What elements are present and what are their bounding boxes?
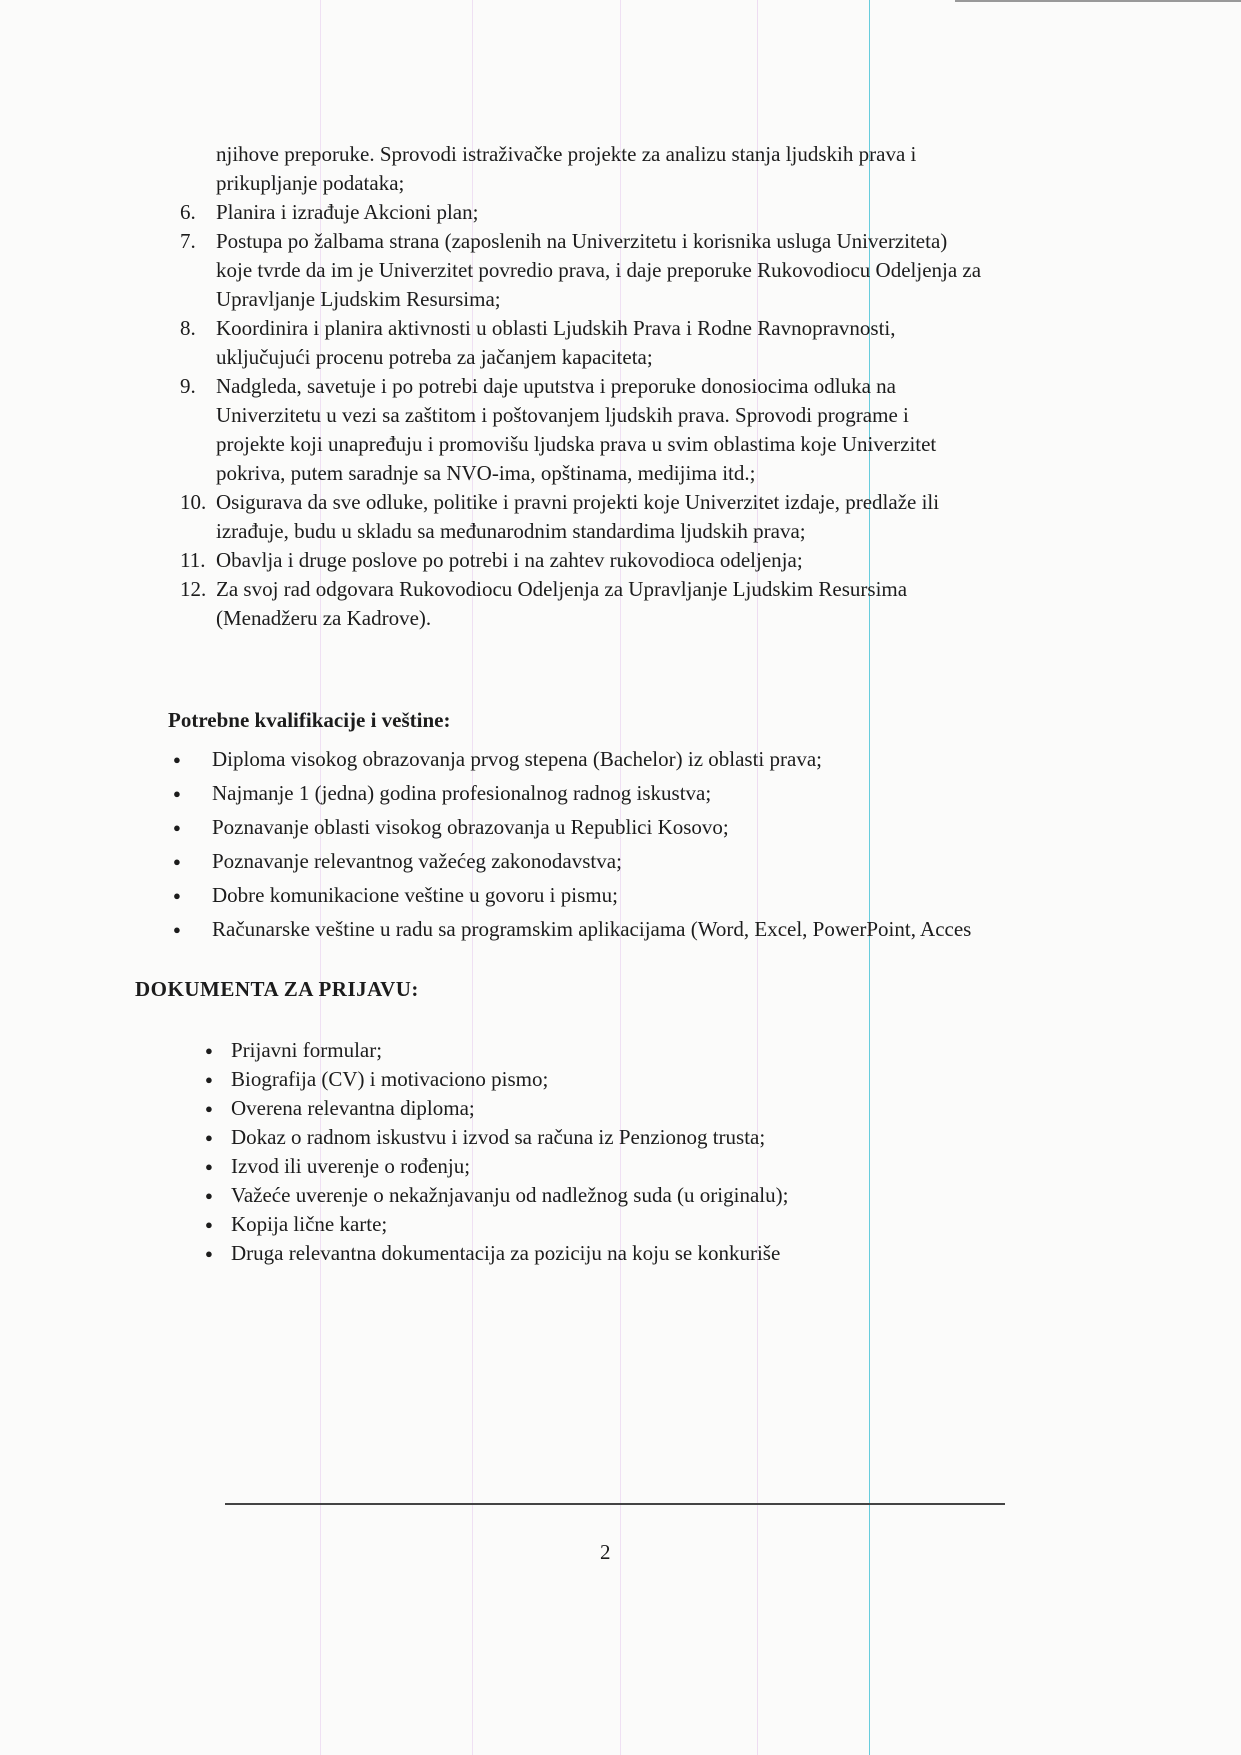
list-item: 7. Postupa po žalbama strana (zaposlenih na Univerzitetu i korisnika usluga Univerziteta) koje tvrde da im je Univerzitet povredio prava, i daje preporuke Rukovodiocu Odeljenja za Upravljanje Ljudskim Resursima;: [180, 227, 1110, 314]
list-item: 8. Koordinira i planira aktivnosti u oblasti Ljudskih Prava i Rodne Ravnopravnosti, uključujući procenu potreba za jačanjem kapaciteta;: [180, 314, 1110, 372]
bullet-icon: ●: [173, 922, 181, 937]
bullet-icon: ●: [205, 1159, 213, 1174]
list-item: ● Izvod ili uverenje o rođenju;: [205, 1152, 788, 1181]
list-item: ● Računarske veštine u radu sa programskim aplikacijama (Word, Excel, PowerPoint, Acces: [170, 912, 971, 946]
documents-list: [205, 1036, 788, 1268]
item-number: 11.: [180, 548, 206, 572]
list-item: njihove preporuke. Sprovodi istraživačke projekte za analizu stanja ljudskih prava i prikupljanje podataka;: [216, 142, 917, 195]
list-item: 10. Osigurava da sve odluke, politike i pravni projekti koje Univerzitet izdaje, predlaže ili izrađuje, budu u skladu sa međunarodnim standardima ljudskih prava;: [180, 488, 1110, 546]
item-number: 8.: [180, 316, 196, 340]
list-item: ● Biografija (CV) i motivaciono pismo;: [205, 1065, 788, 1094]
item-number: 10.: [180, 490, 207, 514]
list-item: 9. Nadgleda, savetuje i po potrebi daje uputstva i preporuke donosiocima odluka na Univerzitetu u vezi sa zaštitom i poštovanjem ljudskih prava. Sprovodi programe i projekte koji unapređuju i promovišu ljudska prava u svim oblastima koje Univerzitet pokriva, putem saradnje sa NVO-ima, opštinama, medijima itd.;: [180, 372, 1110, 488]
qualifications-heading: Potrebne kvalifikacije i veštine:: [168, 708, 451, 732]
bullet-icon: ●: [173, 854, 181, 869]
list-item: ● Prijavni formular;: [205, 1036, 788, 1065]
qualifications-list: [170, 742, 971, 946]
bullet-icon: ●: [173, 820, 181, 835]
list-item: ● Najmanje 1 (jedna) godina profesionalnog radnog iskustva;: [170, 776, 971, 810]
list-item: 12. Za svoj rad odgovara Rukovodiocu Odeljenja za Upravljanje Ljudskim Resursima (Menadžeru za Kadrove).: [180, 575, 1110, 633]
list-item: ● Druga relevantna dokumentacija za poziciju na koju se konkuriše: [205, 1239, 788, 1268]
bullet-icon: ●: [173, 888, 181, 903]
bullet-icon: ●: [205, 1043, 213, 1058]
list-item: ● Dokaz o radnom iskustvu i izvod sa računa iz Penzionog trusta;: [205, 1123, 788, 1152]
documents-heading: DOKUMENTA ZA PRIJAVU:: [135, 977, 419, 1001]
bullet-icon: ●: [173, 786, 181, 801]
list-item: 11. Obavlja i druge poslove po potrebi i na zahtev rukovodioca odeljenja;: [180, 546, 1110, 575]
item-number: 12.: [180, 577, 207, 601]
list-item: ● Važeće uverenje o nekažnjavanju od nadležnog suda (u originalu);: [205, 1181, 788, 1210]
bullet-icon: ●: [205, 1130, 213, 1145]
bullet-icon: ●: [205, 1072, 213, 1087]
duties-list: [180, 140, 1110, 633]
list-item: ● Poznavanje relevantnog važećeg zakonodavstva;: [170, 844, 971, 878]
bullet-icon: ●: [205, 1246, 213, 1261]
page-number: 2: [600, 1540, 611, 1564]
top-rule: [955, 0, 1241, 2]
bullet-icon: ●: [205, 1101, 213, 1116]
item-number: 6.: [180, 200, 196, 224]
list-item: ● Kopija lične karte;: [205, 1210, 788, 1239]
list-item: 6. Planira i izrađuje Akcioni plan;: [180, 198, 1110, 227]
list-item: ● Diploma visokog obrazovanja prvog stepena (Bachelor) iz oblasti prava;: [170, 742, 971, 776]
footer-rule: [225, 1503, 1005, 1505]
item-number: 9.: [180, 374, 196, 398]
list-item: ● Poznavanje oblasti visokog obrazovanja u Republici Kosovo;: [170, 810, 971, 844]
bullet-icon: ●: [205, 1188, 213, 1203]
bullet-icon: ●: [173, 752, 181, 767]
list-item: ● Dobre komunikacione veštine u govoru i pismu;: [170, 878, 971, 912]
bullet-icon: ●: [205, 1217, 213, 1232]
list-item: ● Overena relevantna diploma;: [205, 1094, 788, 1123]
item-number: 7.: [180, 229, 196, 253]
